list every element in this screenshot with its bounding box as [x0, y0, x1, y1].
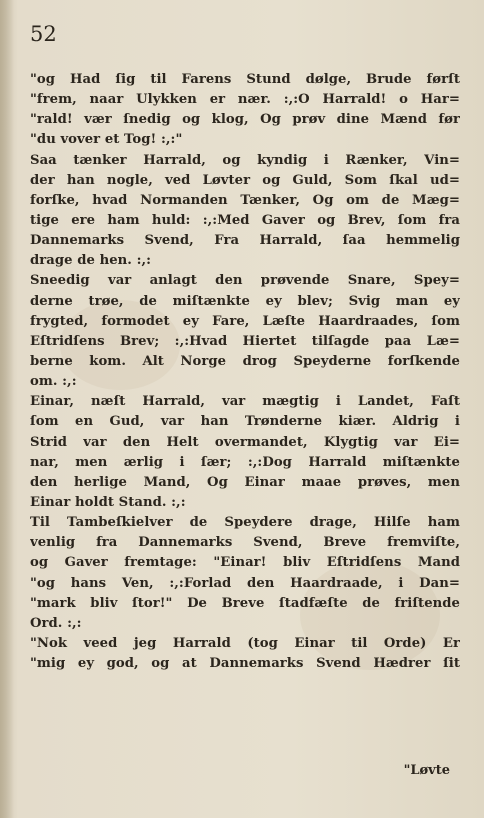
text-line: derne trøe, de miſtænkte ey blev; Svig man ey [30, 293, 460, 309]
poem-text-block [30, 70, 460, 674]
text-line: "Nok veed jeg Harrald (tog Einar til Orde) Er [30, 635, 460, 651]
text-line: berne kom. Alt Norge drog Speyderne forſkende [30, 353, 460, 369]
text-line: frygted, formodet ey Fare, Læſte Haardraades, ſom [30, 313, 460, 329]
text-line: om. :,: [30, 374, 77, 390]
text-line: ſom en Gud, var han Trønderne kiær. Aldrig i [30, 414, 460, 430]
text-line: nar, men ærlig i ſær; :,:Dog Harrald miſtænkte [30, 454, 460, 470]
text-line: Eſtridſens Brev; :,:Hvad Hiertet tilſagde paa Læ= [30, 333, 460, 349]
text-line: "du vover et Tog! :,:" [30, 132, 183, 148]
page-number: 52 [30, 22, 57, 46]
text-line: Til Tambeſkielver de Speydere drage, Hilſe ham [30, 515, 460, 531]
page-spine-shadow [0, 0, 14, 818]
text-line: den herlige Mand, Og Einar maae prøves, men [30, 474, 460, 490]
text-line: drage de hen. :,: [30, 253, 152, 269]
text-line: "frem, naar Ulykken er nær. :,:O Harrald! o Har= [30, 92, 460, 108]
text-line: "mig ey god, og at Dannemarks Svend Hædrer ſit [30, 656, 460, 672]
text-line: "mark bliv ſtor!" De Breve ſtadfæſte de friſtende [30, 595, 460, 611]
text-line: og Gaver fremtage: "Einar! bliv Eſtridſens Mand [30, 555, 460, 571]
text-line: "og Had ſig til Farens Stund dølge, Brude førſt [30, 72, 460, 87]
text-line: Strid var den Helt overmandet, Klygtig var Ei= [30, 434, 460, 450]
text-line: "og hans Ven, :,:Forlad den Haardraade, i Dan= [30, 575, 460, 591]
text-line: Saa tænker Harrald, og kyndig i Rænker, Vin= [30, 152, 460, 168]
text-line: Dannemarks Svend, Fra Harrald, ſaa hemmelig [30, 233, 460, 249]
text-line: tige ere ham huld: :,:Med Gaver og Brev, ſom fra [30, 212, 460, 228]
text-line: venlig fra Dannemarks Svend, Breve fremviſte, [30, 535, 460, 551]
text-line: der han nogle, ved Løvter og Guld, Som ſkal ud= [30, 172, 460, 188]
text-line: Sneedig var anlagt den prøvende Snare, Spey= [30, 273, 460, 289]
catchword: "Løvte [403, 763, 450, 778]
text-line: "rald! vær ſnedig og klog, Og prøv dine Mænd før [30, 112, 460, 128]
text-line: Einar holdt Stand. :,: [30, 494, 186, 510]
text-line: Einar, næſt Harrald, var mægtig i Landet, Faſt [30, 394, 460, 410]
text-line: forſke, hvad Normanden Tænker, Og om de Mæg= [30, 192, 460, 208]
text-line: Ord. :,: [30, 615, 82, 631]
